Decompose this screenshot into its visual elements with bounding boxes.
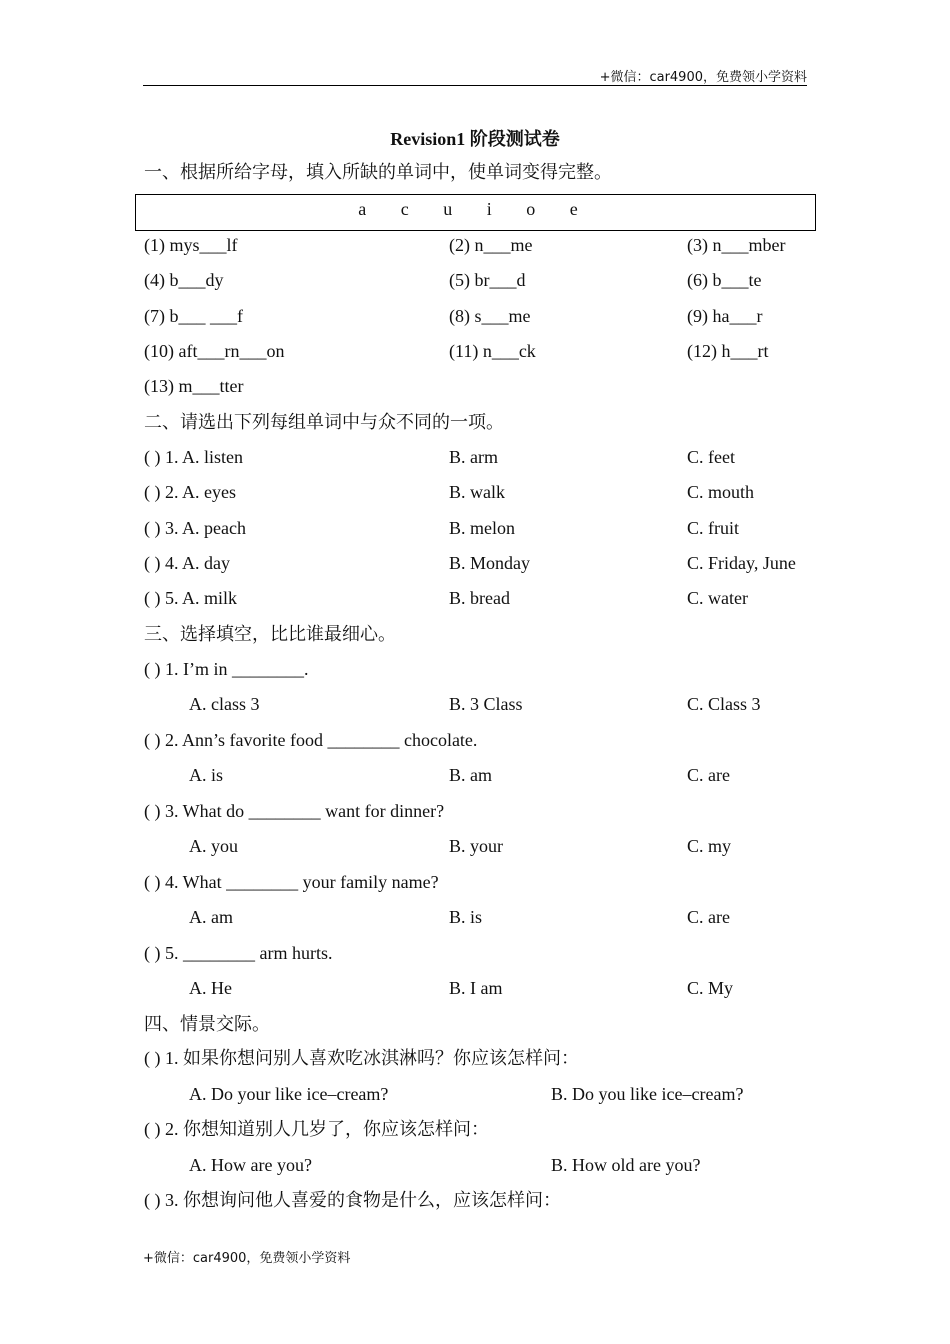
option-a: A. class 3 — [189, 694, 260, 714]
s3-options — [0, 905, 950, 929]
s4-question — [0, 1188, 950, 1212]
page-title: Revision1 阶段测试卷 — [390, 129, 560, 149]
footer-note: +微信：car4900，免费领小学资料 — [143, 1251, 351, 1266]
s2-option-b: B. Monday — [449, 553, 530, 573]
question-text: ( ) 2. Ann’s favorite food ________ chocolate. — [144, 730, 478, 750]
s4-options — [0, 1153, 950, 1177]
option-b: B. 3 Class — [449, 694, 523, 714]
option-a: A. you — [189, 836, 238, 856]
s4-question — [0, 1117, 950, 1141]
s3-question — [0, 728, 950, 752]
s2-option-b: B. melon — [449, 518, 515, 538]
option-c: C. Class 3 — [687, 694, 761, 714]
option-b: B. am — [449, 765, 492, 785]
s2-row — [0, 516, 950, 540]
question-text: ( ) 4. What ________ your family name? — [144, 872, 439, 892]
option-c: C. My — [687, 978, 734, 998]
s1-row — [0, 339, 950, 363]
s1-item: (3) n___mber — [687, 235, 786, 255]
s3-options — [0, 763, 950, 787]
question-text: ( ) 3. 你想询问他人喜爱的食物是什么，应该怎样问： — [144, 1190, 561, 1210]
s2-option-a: ( ) 1. A. listen — [144, 447, 243, 467]
s3-question — [0, 657, 950, 681]
option-b: B. I am — [449, 978, 503, 998]
s1-item: (10) aft___rn___on — [144, 341, 285, 361]
s1-item: (6) b___te — [687, 270, 762, 290]
s2-option-b: B. walk — [449, 482, 505, 502]
s2-option-c: C. water — [687, 588, 748, 608]
s1-item: (5) br___d — [449, 270, 526, 290]
s4-options — [0, 1082, 950, 1106]
option-a: A. How are you? — [189, 1155, 312, 1175]
section-3-heading: 三、选择填空，比比谁最细心。 — [144, 624, 396, 644]
header-note: +微信：car4900，免费领小学资料 — [599, 70, 807, 85]
s2-option-a: ( ) 4. A. day — [144, 553, 230, 573]
s2-option-c: C. mouth — [687, 482, 755, 502]
s2-option-b: B. bread — [449, 588, 510, 608]
s1-item: (11) n___ck — [449, 341, 536, 361]
s2-option-a: ( ) 3. A. peach — [144, 518, 246, 538]
letter-box: a c u i o e — [135, 194, 816, 231]
s1-row — [0, 304, 950, 328]
s3-question — [0, 799, 950, 823]
s3-options — [0, 976, 950, 1000]
option-b: B. How old are you? — [551, 1155, 701, 1175]
s2-option-c: C. feet — [687, 447, 735, 467]
question-text: ( ) 1. I’m in ________. — [144, 659, 309, 679]
s2-option-c: C. fruit — [687, 518, 739, 538]
s3-options — [0, 692, 950, 716]
question-text: ( ) 2. 你想知道别人几岁了，你应该怎样问： — [144, 1119, 489, 1139]
option-a: A. He — [189, 978, 232, 998]
s1-item: (13) m___tter — [144, 376, 244, 396]
s3-options — [0, 834, 950, 858]
section-4-heading: 四、情景交际。 — [144, 1014, 270, 1034]
option-c: C. my — [687, 836, 732, 856]
option-b: B. your — [449, 836, 503, 856]
question-text: ( ) 3. What do ________ want for dinner? — [144, 801, 445, 821]
option-c: C. are — [687, 907, 730, 927]
s2-option-a: ( ) 5. A. milk — [144, 588, 237, 608]
question-text: ( ) 5. ________ arm hurts. — [144, 943, 333, 963]
s1-item: (4) b___dy — [144, 270, 224, 290]
s3-question — [0, 870, 950, 894]
s3-question — [0, 941, 950, 965]
s1-item: (1) mys___lf — [144, 235, 238, 255]
s2-option-b: B. arm — [449, 447, 498, 467]
section-1-heading: 一、根据所给字母，填入所缺的单词中，使单词变得完整。 — [144, 162, 612, 182]
s1-row — [0, 268, 950, 292]
s2-row — [0, 551, 950, 575]
s1-row — [0, 233, 950, 257]
s1-row — [0, 374, 950, 398]
option-b: B. Do you like ice–cream? — [551, 1084, 744, 1104]
s2-row — [0, 480, 950, 504]
s1-item: (9) ha___r — [687, 306, 763, 326]
option-a: A. is — [189, 765, 224, 785]
option-b: B. is — [449, 907, 483, 927]
s4-question — [0, 1046, 950, 1070]
s2-row — [0, 445, 950, 469]
s2-option-a: ( ) 2. A. eyes — [144, 482, 236, 502]
option-a: A. am — [189, 907, 233, 927]
question-text: ( ) 1. 如果你想问别人喜欢吃冰淇淋吗？你应该怎样问： — [144, 1048, 579, 1068]
option-a: A. Do your like ice–cream? — [189, 1084, 389, 1104]
s1-item: (7) b___ ___f — [144, 306, 243, 326]
s2-option-c: C. Friday, June — [687, 553, 796, 573]
s1-item: (12) h___rt — [687, 341, 769, 361]
header-rule — [143, 85, 807, 86]
section-2-heading: 二、请选出下列每组单词中与众不同的一项。 — [144, 412, 504, 432]
s1-item: (2) n___me — [449, 235, 533, 255]
s1-item: (8) s___me — [449, 306, 531, 326]
option-c: C. are — [687, 765, 730, 785]
s2-row — [0, 586, 950, 610]
